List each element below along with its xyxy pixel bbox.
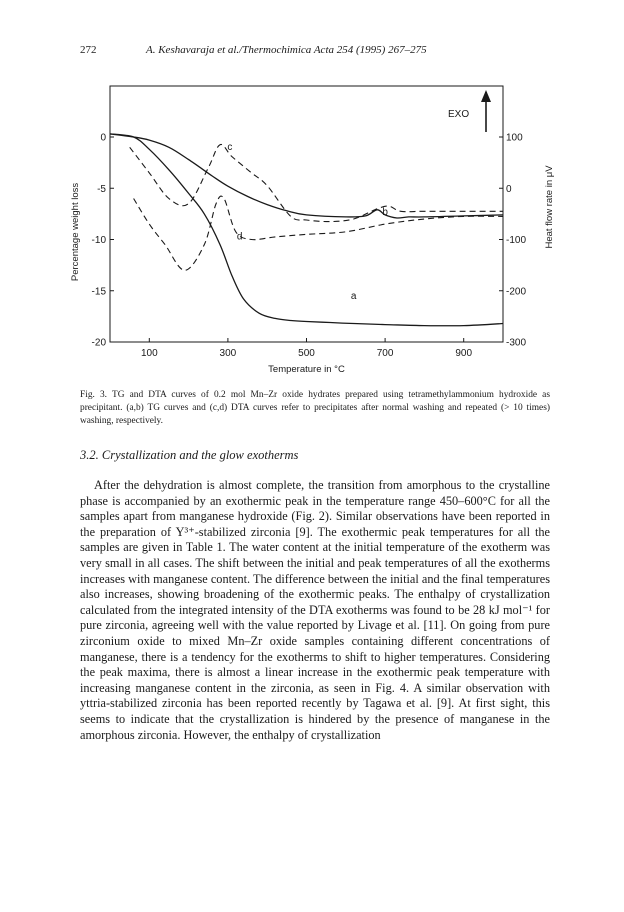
- x-tick-label: 500: [298, 348, 315, 359]
- y-right-tick-label: 100: [506, 132, 523, 144]
- figure-3: [40, 72, 600, 382]
- x-tick-label: 900: [455, 348, 473, 359]
- plot-frame: [110, 86, 503, 342]
- y-right-tick-label: -100: [506, 235, 527, 246]
- y-right-tick-label: 0: [506, 183, 512, 195]
- x-axis-label: Temperature in °C: [268, 364, 345, 375]
- curve-b: [110, 134, 503, 218]
- page-number: 272: [80, 44, 97, 56]
- x-tick-label: 100: [140, 348, 158, 359]
- running-head: A. Keshavaraja et al./Thermochimica Acta 254 (1995) 267–275: [146, 44, 427, 56]
- curve-label-c: c: [227, 141, 233, 153]
- curve-a: [110, 134, 503, 326]
- y-left-tick-label: -5: [97, 183, 106, 195]
- curve-label-b: b: [382, 206, 388, 218]
- body-paragraph: After the dehydration is almost complete, the transition from amorphous to the crystalline phase is accompanied by an exothermic peak in the temperature range 450–600°C for all the samples apart from manganese hydroxide (Fig. 2). Similar observations have been reported in the preparation of Y³⁺-stabilized zirconia [9]. The exothermic peak temperatures for all the samples are given in Table 1. The water content at the initial temperature of the exotherm was very small in all cases. The shift between the initial and peak temperatures of all the exotherms increases with manganese content. The difference between the initial and the final temperatures also increases, showing broadening of the exothermic peaks. The enthalpy of crystallization calculated from the integrated intensity of the DTA exotherms was found to be 28 kJ mol⁻¹ for pure zirconia, agreeing well with the value reported by Livage et al. [11]. On going from pure zirconium oxide to mixed Mn–Zr oxide samples containing different concentrations of manganese, there is a tendency for the exotherms to shift to higher temperatures. Considering the peak maxima, there is almost a linear increase in the exothermic peak temperature with increasing manganese content in the zirconia, as seen in Fig. 4. A similar observation with yttria-stabilized zirconia has been reported recently by Tagawa et al. [9]. At first sight, this seems to indicate that the crystallization is hindered by the presence of manganese in the amorphous zirconia. However, the enthalpy of crystallization: [80, 478, 550, 742]
- curve-d: [134, 196, 503, 270]
- curve-c: [130, 141, 503, 221]
- x-tick-label: 300: [219, 348, 237, 359]
- figure-caption: Fig. 3. TG and DTA curves of 0.2 mol Mn–Zr oxide hydrates prepared using tetramethylammonium hydroxide as precipitant. (a,b) TG curves and (c,d) DTA curves refer to precipitates after normal washing and repeated (> 10 times) washing, respectively.: [80, 390, 550, 426]
- section-heading: 3.2. Crystallization and the glow exotherms: [80, 448, 299, 462]
- exo-label: EXO: [448, 109, 470, 120]
- y-left-tick-label: -15: [91, 286, 106, 298]
- curve-label-d: d: [236, 231, 243, 243]
- y-left-axis-label: Percentage weight loss: [70, 182, 81, 282]
- exo-arrow-icon: [481, 90, 491, 132]
- x-tick-label: 700: [376, 348, 394, 359]
- y-left-tick-label: -10: [91, 235, 106, 246]
- y-right-tick-label: -300: [506, 337, 527, 349]
- y-right-axis-label: Heat flow rate in μV: [544, 165, 555, 249]
- y-right-tick-label: -200: [506, 286, 527, 298]
- curve-label-a: a: [350, 290, 357, 302]
- tg-dta-chart: [40, 72, 600, 382]
- y-left-tick-label: -20: [91, 337, 106, 349]
- y-left-tick-label: 0: [100, 132, 106, 144]
